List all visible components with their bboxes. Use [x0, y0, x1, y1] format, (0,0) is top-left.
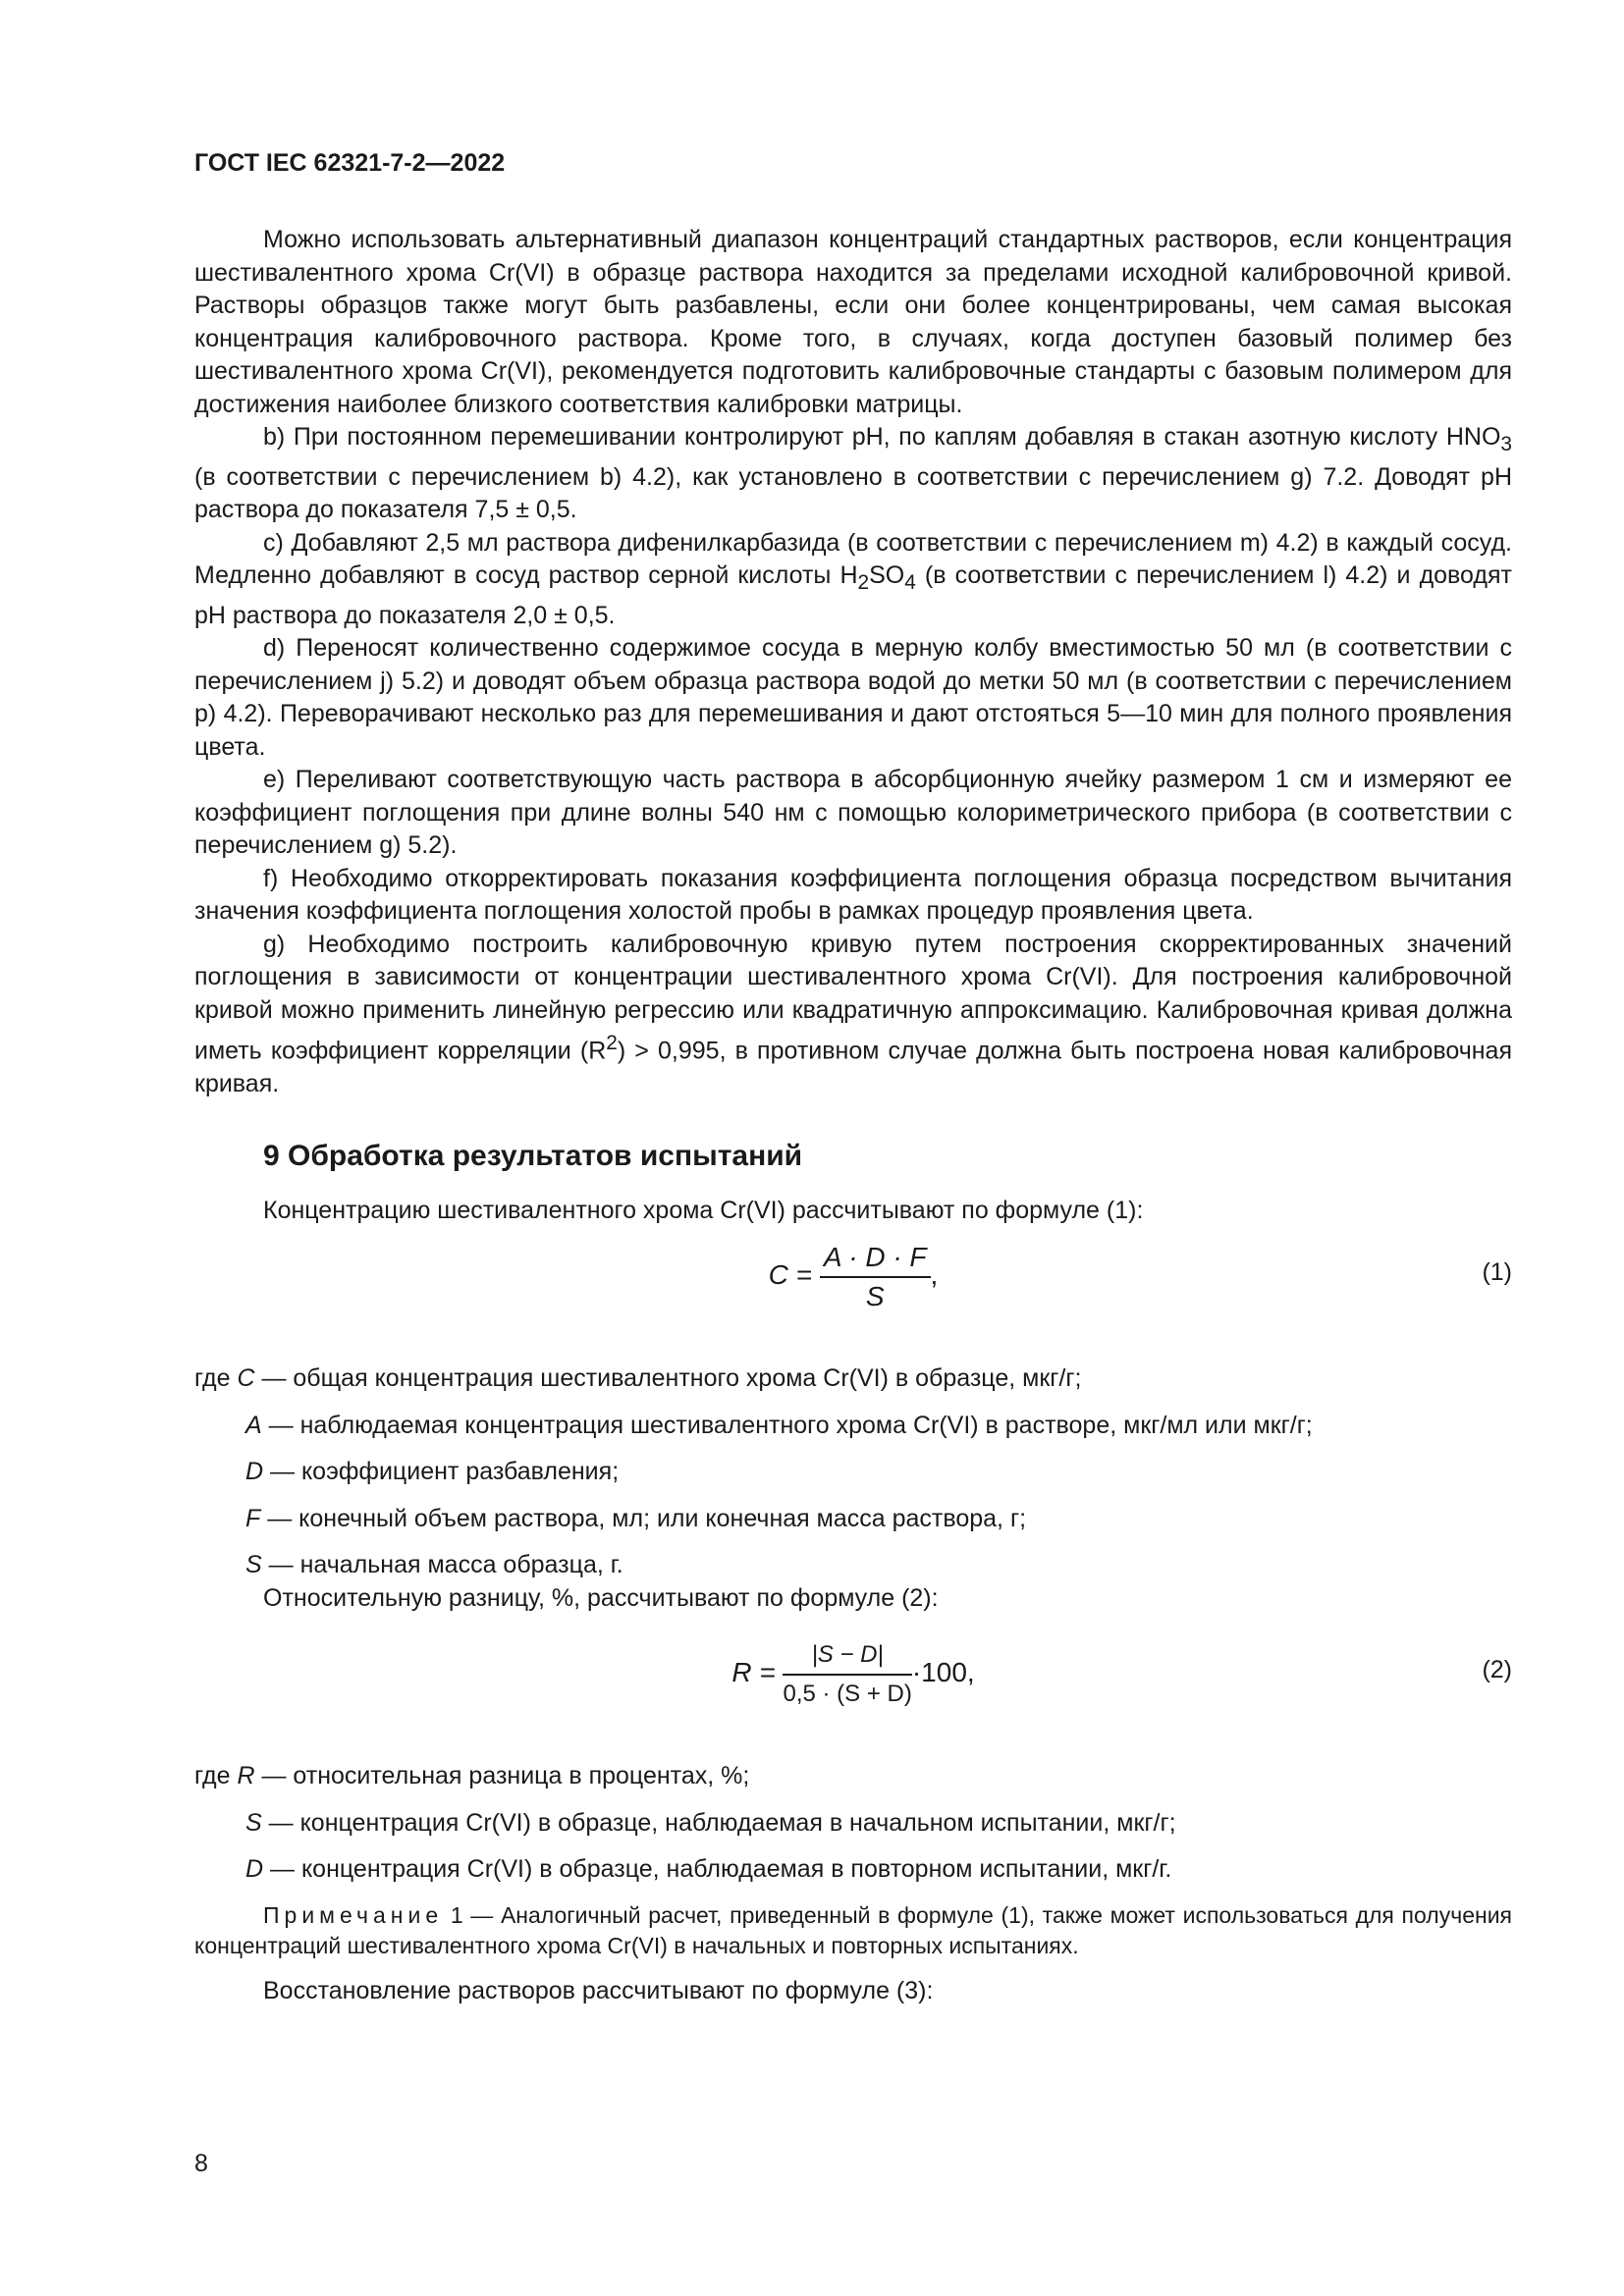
note-label: Примечание: [263, 1901, 444, 1928]
legend-item: A — наблюдаемая концентрация шестивалентного хрома Cr(VI) в растворе, мкг/мл или мкг/г;: [245, 1411, 1313, 1439]
formula-1: [194, 1241, 1512, 1349]
legend-item: D — коэффициент разбавления;: [245, 1458, 620, 1486]
formula-2: [194, 1638, 1512, 1746]
paragraph-step-d: d) Переносят количественно содержимое сосуда в мерную колбу вместимостью 50 мл (в соответствии с перечислением j) 5.2) и доводят объем образца раствора водой до метки 50 мл (в соответствии с перечислением p) 4.2). Переворачивают несколько раз для перемешивания и дают отстояться 5—10 мин для полного проявления цвета.: [194, 634, 1512, 761]
legend-item: D — концентрация Cr(VI) в образце, наблюдаемая в повторном испытании, мкг/г.: [245, 1855, 1172, 1884]
document-header: ГОСТ IEC 62321-7-2—2022: [194, 149, 506, 177]
body-text: [194, 224, 1512, 2007]
paragraph-step-f: f) Необходимо откорректировать показания коэффициента поглощения образца посредством вычитания значения коэффициента поглощения холостой пробы в рамках процедур проявления цвета.: [194, 864, 1512, 925]
formula-1-number: (1): [1482, 1258, 1512, 1287]
paragraph-step-e: e) Переливают соответствующую часть раствора в абсорбционную ячейку размером 1 см и измеряют ее коэффициент поглощения при длине волны 540 нм с помощью колориметрического прибора (в соответствии с перечислением g) 5.2).: [194, 766, 1512, 859]
paragraph-alt-range: Можно использовать альтернативный диапазон концентраций стандартных растворов, если концентрация шестивалентного хрома Cr(VI) в образце раствора находится за пределами исходной калибровочной кривой. Растворы образцов также могут быть разбавлены, если они более концентрированы, чем самая высокая концентрация калибровочного раствора. Кроме того, в случаях, когда доступен базовый полимер без шестивалентного хрома Cr(VI), рекомендуется подготовить калибровочные стандарты с базовым полимером для достижения наиболее близкого соответствия калибровки матрицы.: [194, 226, 1512, 418]
formula3-intro: Восстановление растворов рассчитывают по формуле (3):: [263, 1976, 934, 2004]
paragraph-step-b: b) При постоянном перемешивании контролируют pH, по каплям добавляя в стакан азотную кислоту $HNO_3$ (в соответствии с перечислением b) 4.2), как установлено в соответствии с перечислением g) 7.2. Доводят pH раствора до показателя 7,5 ± 0,5.: [194, 423, 1512, 523]
formula-2-fraction: $\frac{|S - D|}{0,5 \cdot (S + D)}$: [783, 1638, 911, 1710]
legend-item: где C — общая концентрация шестивалентного хрома Cr(VI) в образце, мкг/г;: [194, 1364, 1082, 1393]
legend-item: где R — относительная разница в процентах, %;: [194, 1762, 750, 1790]
formula-1-legend: [194, 1362, 1512, 1582]
formula1-intro: Концентрацию шестивалентного хрома Cr(VI) рассчитывают по формуле (1):: [263, 1196, 1144, 1224]
formula-2-legend: [194, 1760, 1512, 1887]
paragraph-step-c: c) Добавляют 2,5 мл раствора дифенилкарбазида (в соответствии с перечислением m) 4.2) в каждый сосуд. Медленно добавляют в сосуд раствор серной кислоты $H_2SO_4$ (в соответствии с перечислением l) 4.2) и доводят pH раствора до показателя 2,0 ± 0,5.: [194, 528, 1512, 629]
paragraph-step-g: g) Необходимо построить калибровочную кривую путем построения скорректированных значений поглощения в зависимости от концентрации шестивалентного хрома Cr(VI). Для построения калибровочной кривой можно применить линейную регрессию или квадратичную аппроксимацию. Калибровочная кривая должна иметь коэффициент корреляции $(R^2) > 0,995$, в противном случае должна быть построена новая калибровочная кривая.: [194, 930, 1512, 1097]
formula-2-number: (2): [1482, 1656, 1512, 1684]
section-heading: 9 Обработка результатов испытаний: [263, 1140, 803, 1173]
legend-item: S — концентрация Cr(VI) в образце, наблюдаемая в начальном испытании, мкг/г;: [245, 1808, 1176, 1837]
note-1: Примечание 1 — Аналогичный расчет, приведенный в формуле (1), также может использоваться для получения концентраций шестивалентного хрома Cr(VI) в начальных и повторных испытаниях.: [194, 1901, 1512, 1958]
legend-item: S — начальная масса образца, г.: [245, 1551, 623, 1579]
formula-1-expression: C = $\frac{A \cdot D \cdot F}{S}$ ,: [768, 1242, 939, 1311]
formula-1-fraction: $\frac{A \cdot D \cdot F}{S}$: [820, 1241, 931, 1312]
legend-item: F — конечный объем раствора, мл; или конечная масса раствора, г;: [245, 1504, 1027, 1532]
page-number: 8: [194, 2150, 208, 2177]
formula2-intro: Относительную разницу, %, рассчитывают по формуле (2):: [263, 1583, 939, 1612]
formula-2-expression: R = $\frac{|S - D|}{0,5 \cdot (S + D)}$ ·100,: [194, 1638, 1512, 1710]
